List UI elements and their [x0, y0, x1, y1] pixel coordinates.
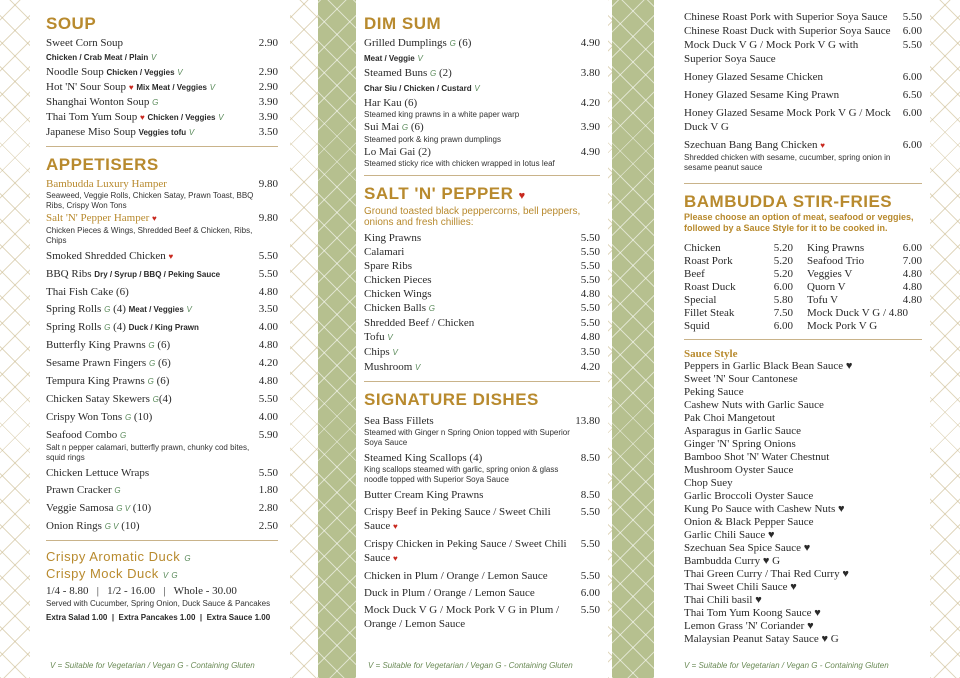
sauce-item: Sweet 'N' Sour Cantonese [684, 373, 798, 385]
roast-item-0: Chinese Roast Pork with Superior Soya Sauce 5.50 [684, 11, 922, 23]
sf-left-4: Special 5.80 [684, 294, 793, 306]
roast-item-2: Mock Duck V G / Mock Pork V G with Superior Soya Sauce 5.50 [684, 39, 922, 65]
chili-icon: ♥ [393, 522, 398, 531]
stirfries-left [684, 242, 799, 333]
appetiser-item-1: BBQ Ribs Dry / Syrup / BBQ / Peking Sauce 5.50 [46, 268, 278, 280]
menu-column-3 [654, 0, 930, 678]
roast-item-3: Honey Glazed Sesame Chicken 6.00 [684, 71, 922, 83]
chili-icon: ♥ [152, 214, 157, 223]
sauce-item: Thai Green Curry / Thai Red Curry ♥ [684, 568, 849, 580]
chili-icon: ♥ [168, 252, 174, 261]
sauce-item: Malaysian Peanut Satay Sauce ♥ G [684, 633, 839, 645]
soup-item-0: Sweet Corn Soup Chicken / Crab Meat / Plain V 2.90 [46, 37, 278, 62]
duck-section: Crispy Aromatic Duck G Crispy Mock Duck V G 1/4 - 8.80 | 1/2 - 16.00 | Whole - 30.00 Served with Cucumber, Spring Onion, Duck Sauce & Pancakes Extra Salad 1.00 | Extra Pancakes 1.00 | Extra Sauce 1.00 [46, 549, 278, 622]
stirfries-title: BAMBUDDA STIR-FRIES [684, 192, 893, 211]
saltnpepper-title: SALT 'N' PEPPER ♥ [364, 184, 526, 203]
soup-item-3: Shanghai Wonton Soup G 3.90 [46, 96, 278, 108]
soup-title: SOUP [46, 14, 97, 33]
snp-item-9: Mushroom V 4.20 [364, 361, 600, 373]
sig-item-3: Crispy Beef in Peking Sauce / Sweet Chili Sauce ♥ 5.50 [364, 506, 600, 532]
sauce-item: Bambudda Curry ♥ G [684, 555, 781, 567]
dimsum-item-3: Sui Mai G (6) Steamed pork & king prawn dumplings 3.90 [364, 121, 600, 144]
divider [364, 175, 600, 176]
sig-item-5: Chicken in Plum / Orange / Lemon Sauce 5.50 [364, 570, 600, 582]
legend: V = Suitable for Vegetarian / Vegan G - Containing Gluten [50, 661, 255, 670]
menu-column-1 [36, 0, 286, 678]
sf-left-3: Roast Duck 6.00 [684, 281, 793, 293]
saltnpepper-intro: Ground toasted black peppercorns, bell peppers, onions and fresh chillies: [364, 206, 581, 228]
sauce-style-title: Sauce Style [684, 348, 738, 360]
luxury-hamper: Bambudda Luxury Hamper Seaweed, Veggie Rolls, Chicken Satay, Prawn Toast, BBQ Ribs, Crispy Won Tons 9.80 [46, 178, 278, 210]
dimsum-list [364, 36, 600, 169]
divider [684, 339, 922, 340]
sf-left-0: Chicken 5.20 [684, 242, 793, 254]
lattice-pattern-right [930, 0, 960, 678]
snp-item-5: Chicken Balls G 5.50 [364, 302, 600, 314]
appetiser-item-9: Crispy Won Tons G (10) 4.00 [46, 411, 278, 423]
sauce-item: Onion & Black Pepper Sauce [684, 516, 814, 528]
roast-item-1: Chinese Roast Duck with Superior Soya Sauce 6.00 [684, 25, 922, 37]
dimsum-item-0: Grilled Dumplings G (6) Meat / Veggie V 4.90 [364, 37, 600, 63]
sf-right-0: King Prawns 6.00 [807, 242, 922, 254]
menu-column-2 [356, 0, 608, 678]
sf-right-5: Mock Duck V G / 4.80 [807, 307, 909, 319]
chili-icon: ♥ [128, 83, 134, 92]
sauce-list [684, 360, 922, 646]
lattice-pattern-green-2 [612, 0, 654, 678]
snp-item-2: Spare Ribs 5.50 [364, 260, 600, 272]
sf-right-4: Tofu V 4.80 [807, 294, 922, 306]
sauce-item: Asparagus in Garlic Sauce [684, 425, 801, 437]
snp-item-3: Chicken Pieces 5.50 [364, 274, 600, 286]
stirfries-grid [684, 242, 922, 333]
sf-right-2: Veggies V 4.80 [807, 268, 922, 280]
saltpepper-hamper: Salt 'N' Pepper Hamper ♥ Chicken Pieces & Wings, Shredded Beef & Chicken, Ribs, Chips 9.80 [46, 212, 278, 245]
duck-extras: Extra Salad 1.00 | Extra Pancakes 1.00 | Extra Sauce 1.00 [46, 613, 271, 622]
appetiser-item-3: Spring Rolls G (4) Meat / Veggies V 3.50 [46, 303, 278, 315]
divider [684, 183, 922, 184]
sauce-item: Peking Sauce [684, 386, 744, 398]
sauce-item: Chop Suey [684, 477, 733, 489]
stirfries-right [807, 242, 922, 333]
appetiser-item-10: Seafood Combo G Salt n pepper calamari, butterfly prawn, chunky cod bites, squid rings 5.90 [46, 429, 278, 462]
snp-item-0: King Prawns 5.50 [364, 232, 600, 244]
soup-item-4: Thai Tom Yum Soup ♥ Chicken / Veggies V 3.90 [46, 111, 278, 123]
sauce-item: Szechuan Sea Spice Sauce ♥ [684, 542, 811, 554]
chili-icon: ♥ [393, 554, 398, 563]
saltnpepper-list [364, 231, 600, 375]
sauce-item: Thai Chili basil ♥ [684, 594, 762, 606]
appetiser-item-8: Chicken Satay Skewers G(4) 5.50 [46, 393, 278, 405]
chili-icon: ♥ [139, 113, 145, 122]
signature-list [364, 414, 600, 631]
divider [364, 381, 600, 382]
appetiser-item-7: Tempura King Prawns G (6) 4.80 [46, 375, 278, 387]
sauce-item: Thai Sweet Chili Sauce ♥ [684, 581, 797, 593]
sauce-item: Cashew Nuts with Garlic Sauce [684, 399, 824, 411]
roast-item-6: Szechuan Bang Bang Chicken ♥ Shredded chicken with sesame, cucumber, spring onion in sesame peanut sauce 6.00 [684, 139, 922, 172]
snp-item-1: Calamari 5.50 [364, 246, 600, 258]
soup-item-2: Hot 'N' Sour Soup ♥ Mix Meat / Veggies V 2.90 [46, 81, 278, 93]
appetiser-item-4: Spring Rolls G (4) Duck / King Prawn 4.00 [46, 321, 278, 333]
snp-item-4: Chicken Wings 4.80 [364, 288, 600, 300]
appetiser-item-2: Thai Fish Cake (6) 4.80 [46, 286, 278, 298]
sf-right-3: Quorn V 4.80 [807, 281, 922, 293]
roast-list [684, 10, 922, 173]
sf-left-5: Fillet Steak 7.50 [684, 307, 793, 319]
chili-icon: ♥ [518, 190, 526, 202]
snp-item-8: Chips V 3.50 [364, 346, 600, 358]
appetiser-item-5: Butterfly King Prawns G (6) 4.80 [46, 339, 278, 351]
soup-item-5: Japanese Miso Soup Veggies tofu V 3.50 [46, 126, 278, 138]
dimsum-item-2: Har Kau (6) Steamed king prawns in a white paper warp 4.20 [364, 97, 600, 119]
sig-item-1: Steamed King Scallops (4) King scallops steamed with garlic, spring onion & glass noodle topped with Superior Soya Sauce 8.50 [364, 452, 600, 484]
lattice-pattern-left [0, 0, 30, 678]
soup-list [46, 36, 278, 140]
dimsum-item-1: Steamed Buns G (2) Char Siu / Chicken / Custard V 3.80 [364, 67, 600, 93]
sauce-item: Peppers in Garlic Black Bean Sauce ♥ [684, 360, 853, 372]
dimsum-title: DIM SUM [364, 14, 442, 33]
sig-item-4: Crispy Chicken in Peking Sauce / Sweet Chili Sauce ♥ 5.50 [364, 538, 600, 564]
sig-item-7: Mock Duck V G / Mock Pork V G in Plum / Orange / Lemon Sauce 5.50 [364, 604, 600, 630]
lattice-pattern-green-1 [318, 0, 356, 678]
dimsum-item-4: Lo Mai Gai (2) Steamed sticky rice with chicken wrapped in lotus leaf 4.90 [364, 146, 600, 168]
sauce-item: Bamboo Shot 'N' Water Chestnut [684, 451, 830, 463]
signature-title: SIGNATURE DISHES [364, 390, 539, 409]
divider [46, 540, 278, 541]
appetiser-item-6: Sesame Prawn Fingers G (6) 4.20 [46, 357, 278, 369]
sf-left-6: Squid 6.00 [684, 320, 793, 332]
sauce-item: Garlic Chili Sauce ♥ [684, 529, 775, 541]
sig-item-0: Sea Bass Fillets Steamed with Ginger n Spring Onion topped with Superior Soya Sauce 13.80 [364, 415, 600, 447]
sauce-item: Pak Choi Mangetout [684, 412, 776, 424]
sauce-item: Lemon Grass 'N' Coriander ♥ [684, 620, 814, 632]
sauce-item: Mushroom Oyster Sauce [684, 464, 794, 476]
appetiser-item-0: Smoked Shredded Chicken ♥ 5.50 [46, 250, 278, 262]
appetiser-item-11: Chicken Lettuce Wraps 5.50 [46, 467, 278, 479]
sauce-item: Kung Po Sauce with Cashew Nuts ♥ [684, 503, 845, 515]
roast-item-5: Honey Glazed Sesame Mock Pork V G / Mock Duck V G 6.00 [684, 107, 922, 133]
sf-right-6: Mock Pork V G [807, 320, 878, 332]
sf-left-2: Beef 5.20 [684, 268, 793, 280]
legend: V = Suitable for Vegetarian / Vegan G - Containing Gluten [368, 661, 573, 670]
roast-item-4: Honey Glazed Sesame King Prawn 6.50 [684, 89, 922, 101]
duck-desc: Served with Cucumber, Spring Onion, Duck Sauce & Pancakes [46, 599, 271, 608]
sf-right-1: Seafood Trio 7.00 [807, 255, 922, 267]
stirfries-intro: Please choose an option of meat, seafood or veggies, followed by a Sauce Style for it to be cooked in. [684, 212, 914, 233]
appetiser-item-12: Prawn Cracker G 1.80 [46, 484, 278, 496]
sig-item-2: Butter Cream King Prawns 8.50 [364, 489, 600, 501]
sauce-item: Ginger 'N' Spring Onions [684, 438, 796, 450]
snp-item-6: Shredded Beef / Chicken 5.50 [364, 317, 600, 329]
sf-left-1: Roast Pork 5.20 [684, 255, 793, 267]
snp-item-7: Tofu V 4.80 [364, 331, 600, 343]
sig-item-6: Duck in Plum / Orange / Lemon Sauce 6.00 [364, 587, 600, 599]
duck-prices: 1/4 - 8.80 | 1/2 - 16.00 | Whole - 30.00 [46, 585, 237, 597]
sauce-item: Garlic Broccoli Oyster Sauce [684, 490, 814, 502]
sauce-item: Thai Tom Yum Koong Sauce ♥ [684, 607, 821, 619]
legend: V = Suitable for Vegetarian / Vegan G - Containing Gluten [684, 661, 889, 670]
soup-item-1: Noodle Soup Chicken / Veggies V 2.90 [46, 66, 278, 78]
appetisers-title: APPETISERS [46, 155, 159, 174]
divider [46, 146, 278, 147]
appetiser-item-14: Onion Rings G V (10) 2.50 [46, 520, 278, 532]
appetiser-item-13: Veggie Samosa G V (10) 2.80 [46, 502, 278, 514]
chili-icon: ♥ [820, 141, 825, 150]
lattice-pattern-mid1 [290, 0, 318, 678]
appetisers-list [46, 177, 278, 534]
